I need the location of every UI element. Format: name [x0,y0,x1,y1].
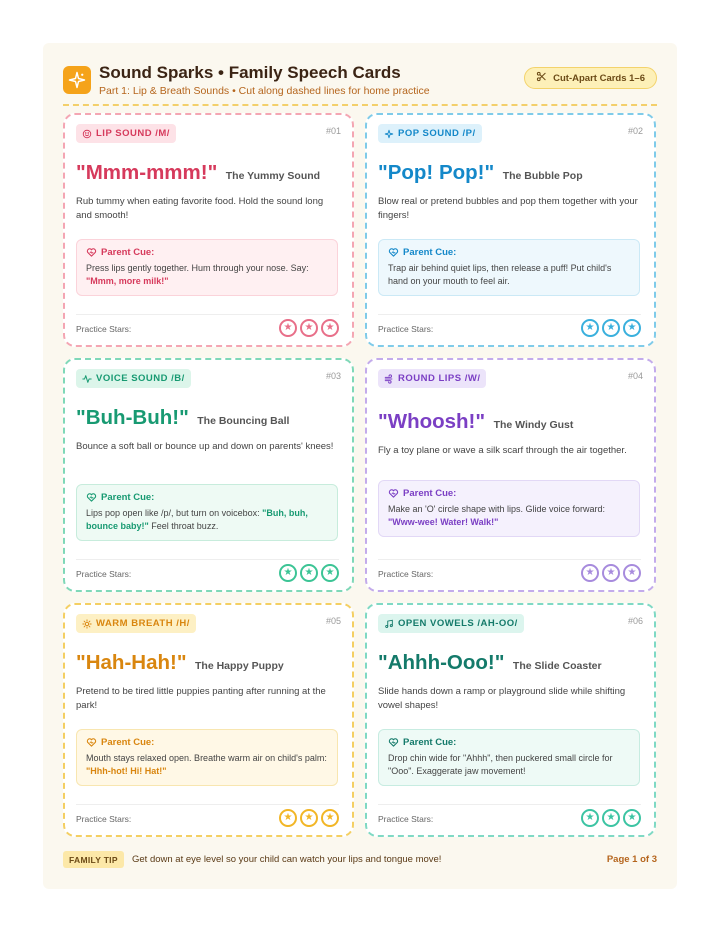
practice-stars [279,564,339,582]
cue-instruction: Drop chin wide for "Ahhh", then puckered small circle for "Ooo". Exaggerate jaw movement! [388,753,613,776]
practice-stars-label: Practice Stars: [76,324,132,334]
parent-cue-title [388,247,630,258]
activity-description: Fly a toy plane or wave a silk scarf through the air together. [378,445,627,456]
practice-word: "Whoosh!" [378,410,486,433]
waveform-icon [82,374,92,384]
practice-word: "Pop! Pop!" [378,161,495,184]
cue-emphasis: "Www-wee! Water! Walk!" [388,516,499,527]
parent-cue-title [86,737,328,748]
speech-card [365,358,656,592]
cue-emphasis: "Buh, buh, bounce baby!" [86,508,308,531]
parent-cue-label: Parent Cue: [101,247,155,258]
smile-icon [82,129,92,139]
page-footer [63,850,657,870]
word-nickname: The Slide Coaster [512,660,602,672]
speech-card [63,603,354,837]
page-subtitle: Part 1: Lip & Breath Sounds • Cut along dashed lines for home practice [99,85,430,97]
card-heading [378,161,583,185]
parent-cue-label: Parent Cue: [403,247,457,258]
practice-row [76,314,339,338]
parent-cue-text [86,507,328,532]
card-heading [378,410,573,434]
wind-icon [384,374,394,384]
card-heading [378,651,602,675]
star-checkbox[interactable]: ★ [602,564,620,582]
practice-row [76,559,339,583]
cue-emphasis: "Hhh-hot! Hi! Hat!" [86,765,167,776]
practice-stars [279,319,339,337]
scissors-icon [536,71,547,85]
practice-stars-label: Practice Stars: [76,569,132,579]
speech-card [63,358,354,592]
sound-tag-label: POP SOUND /P/ [398,128,476,139]
sound-tag [378,369,486,388]
heart-pulse-icon [86,737,97,748]
star-checkbox[interactable]: ★ [623,319,641,337]
card-number: #06 [627,616,643,626]
activity-description: Pretend to be tired little puppies panting after running at the park! [76,686,326,711]
card-number: #02 [627,126,643,136]
word-nickname: The Yummy Sound [225,170,321,182]
parent-cue-title [388,737,630,748]
star-checkbox[interactable]: ★ [300,564,318,582]
parent-cue-box [76,484,338,541]
cue-tail: Feel throat buzz. [148,520,219,531]
card-number: #01 [325,126,341,136]
speech-card [365,113,656,347]
star-checkbox[interactable]: ★ [581,564,599,582]
star-checkbox[interactable]: ★ [279,319,297,337]
card-heading [76,161,320,185]
practice-word: "Buh-Buh!" [76,406,189,429]
music-note-icon [384,619,394,629]
activity-description: Bounce a soft ball or bounce up and down on parents' knees! [76,441,334,452]
card-number: #04 [627,371,643,381]
sound-tag [76,124,176,143]
parent-cue-box [76,729,338,786]
practice-row [378,314,641,338]
family-tip-badge: FAMILY TIP [63,851,124,868]
heart-pulse-icon [388,247,399,258]
practice-stars [581,809,641,827]
parent-cue-box [378,480,640,537]
activity-description: Rub tummy when eating favorite food. Hold the sound long and smooth! [76,196,324,221]
word-nickname: The Happy Puppy [195,660,284,672]
activity-description: Blow real or pretend bubbles and pop them together with your fingers! [378,196,638,221]
star-checkbox[interactable]: ★ [279,809,297,827]
parent-cue-text [388,503,630,528]
star-checkbox[interactable]: ★ [279,564,297,582]
heart-pulse-icon [388,737,399,748]
parent-cue-label: Parent Cue: [101,492,155,503]
heart-pulse-icon [86,247,97,258]
practice-stars [279,809,339,827]
word-nickname: The Bubble Pop [502,170,583,182]
star-checkbox[interactable]: ★ [602,809,620,827]
heart-pulse-icon [86,492,97,503]
star-checkbox[interactable]: ★ [321,809,339,827]
sound-tag [76,614,196,633]
practice-stars [581,564,641,582]
practice-row [378,559,641,583]
cue-instruction: Lips pop open like /p/, but turn on voicebox: [86,508,263,518]
practice-row [76,804,339,828]
sound-tag-label: OPEN VOWELS /AH-OO/ [398,618,518,629]
star-checkbox[interactable]: ★ [623,564,641,582]
sound-tag-label: WARM BREATH /H/ [96,618,190,629]
sun-icon [82,619,92,629]
practice-word: "Mmm-mmm!" [76,161,218,184]
cue-instruction: Press lips gently together. Hum through your nose. Say: [86,263,309,273]
parent-cue-label: Parent Cue: [101,737,155,748]
parent-cue-title [86,492,328,503]
sound-tag-label: ROUND LIPS /W/ [398,373,481,384]
cue-instruction: Mouth stays relaxed open. Breathe warm air on child's palm: [86,753,327,763]
cue-instruction: Make an 'O' circle shape with lips. Glide voice forward: [388,504,606,514]
practice-stars-label: Practice Stars: [76,814,132,824]
heart-pulse-icon [388,488,399,499]
card-number: #03 [325,371,341,381]
practice-stars-label: Practice Stars: [378,324,434,334]
parent-cue-title [388,488,630,499]
page-number: Page 1 of 3 [606,854,657,865]
star-checkbox[interactable]: ★ [300,319,318,337]
cut-apart-label: Cut-Apart Cards 1–6 [553,72,645,84]
practice-word: "Ahhh-Ooo!" [378,651,505,674]
card-heading [76,651,284,675]
card-heading [76,406,289,430]
cut-apart-badge [524,67,657,89]
page-header [63,63,657,107]
parent-cue-text [388,262,630,287]
sound-tag [76,369,191,388]
parent-cue-box [76,239,338,296]
word-nickname: The Bouncing Ball [197,415,290,427]
parent-cue-label: Parent Cue: [403,488,457,499]
practice-stars-label: Practice Stars: [378,569,434,579]
practice-stars [581,319,641,337]
family-tip-text: Get down at eye level so your child can watch your lips and tongue move! [132,854,442,865]
parent-cue-box [378,239,640,296]
parent-cue-text [86,752,328,777]
activity-description: Slide hands down a ramp or playground slide while shifting vowel shapes! [378,686,626,711]
parent-cue-text [86,262,328,287]
speech-card [63,113,354,347]
word-nickname: The Windy Gust [493,419,574,431]
sound-tag [378,614,524,633]
star-checkbox[interactable]: ★ [581,319,599,337]
page-title: Sound Sparks • Family Speech Cards [99,63,401,82]
sound-tag [378,124,482,143]
parent-cue-box [378,729,640,786]
card-number: #05 [325,616,341,626]
star-checkbox[interactable]: ★ [300,809,318,827]
parent-cue-label: Parent Cue: [403,737,457,748]
star-checkbox[interactable]: ★ [623,809,641,827]
practice-word: "Hah-Hah!" [76,651,187,674]
practice-stars-label: Practice Stars: [378,814,434,824]
cue-emphasis: "Mmm, more milk!" [86,275,169,286]
sound-tag-label: LIP SOUND /M/ [96,128,170,139]
star-checkbox[interactable]: ★ [321,319,339,337]
star-checkbox[interactable]: ★ [602,319,620,337]
sparkle-icon [384,129,394,139]
header-divider [63,104,657,106]
parent-cue-title [86,247,328,258]
star-checkbox[interactable]: ★ [581,809,599,827]
practice-row [378,804,641,828]
sparkle-icon [63,66,91,94]
speech-card [365,603,656,837]
cue-instruction: Trap air behind quiet lips, then release a puff! Put child's hand on your mouth to feel air. [388,263,612,286]
star-checkbox[interactable]: ★ [321,564,339,582]
sound-tag-label: VOICE SOUND /B/ [96,373,185,384]
speech-card-sheet [43,43,677,889]
parent-cue-text [388,752,630,777]
